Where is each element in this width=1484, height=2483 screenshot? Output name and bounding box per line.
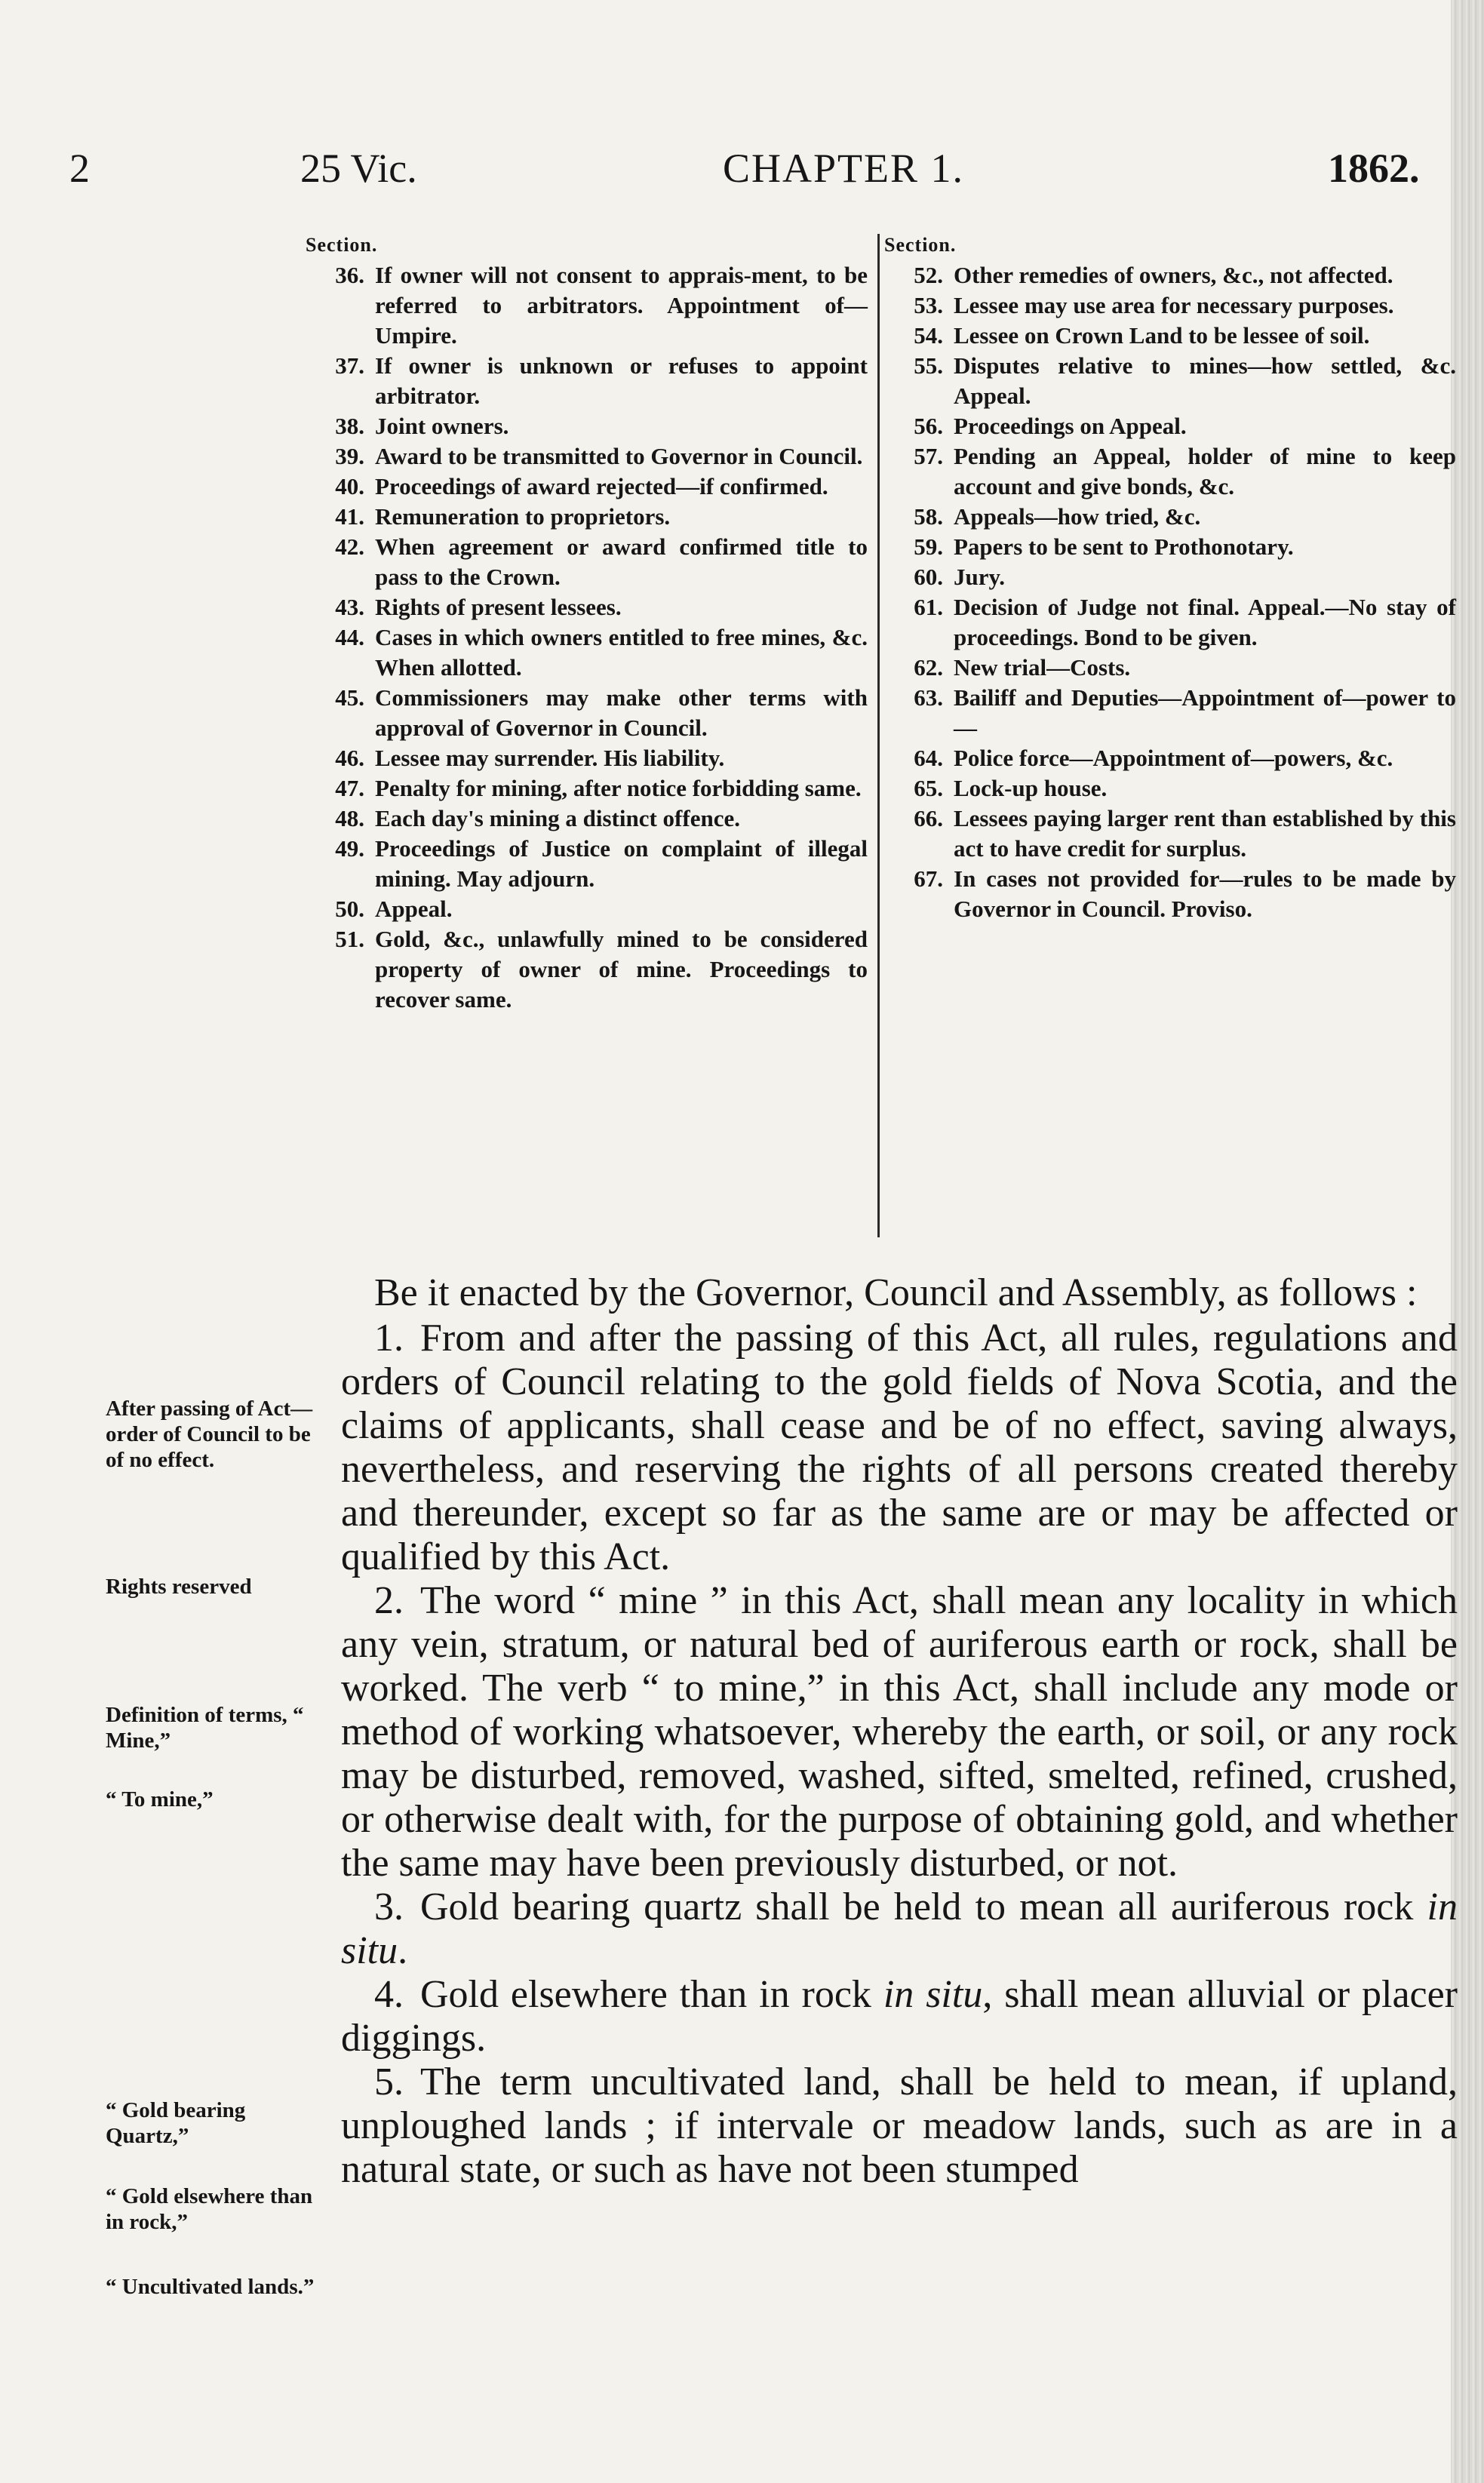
toc-entry [306,441,868,472]
toc-entry [306,622,868,683]
toc-entry-text: Proceedings on Appeal. [954,413,1187,439]
toc-entry [884,290,1456,321]
toc-entry-text: Pending an Appeal, holder of mine to keep account and give bonds, &c. [954,443,1456,499]
toc-entry-number: 41. [335,503,364,530]
section-text: Gold elsewhere than in rock [420,1973,883,2016]
toc-entry-text: Each day's mining a distinct offence. [375,805,740,831]
toc-entry-text: In cases not provided for—rules to be made by Governor in Council. Proviso. [954,865,1456,922]
toc-entry-text: When agreement or award confirmed title to pass to the Crown. [375,533,868,590]
toc-entry-text: Papers to be sent to Prothonotary. [954,533,1294,560]
toc-entry-number: 50. [335,896,364,922]
toc-entry-number: 56. [914,413,943,439]
section-number: 2. [374,1579,404,1622]
margin-note: After passing of Act—order of Council to be of no effect. [106,1397,313,1472]
toc-entry [306,804,868,834]
toc-right-column [884,230,1456,924]
regnal-year: 25 Vic. [300,146,417,191]
toc-entry-number: 46. [335,745,364,771]
toc-entry-text: New trial—Costs. [954,654,1131,681]
toc-entry-text: Commissioners may make other terms with approval of Governor in Council. [375,684,868,741]
toc-entry-text: Proceedings of Justice on complaint of illegal mining. May adjourn. [375,835,868,892]
section-number: 3. [374,1885,404,1928]
section-2 [341,1579,1458,1885]
toc-entry-number: 65. [914,775,943,801]
toc-entry [306,894,868,924]
toc-entry-number: 51. [335,926,364,952]
toc-entry-number: 52. [914,262,943,288]
toc-entry-text: Cases in which owners entitled to free mines, &c. When allotted. [375,624,868,681]
toc-entry-number: 58. [914,503,943,530]
section-number: 1. [374,1317,404,1360]
toc-entry-text: Joint owners. [375,413,509,439]
toc-entry [884,502,1456,532]
toc-entry-number: 47. [335,775,364,801]
section-4 [341,1973,1458,2060]
toc-entry-text: If owner will not consent to apprais-ment, to be referred to arbitrators. Appointment of—Umpire. [375,262,868,349]
toc-entry-text: Disputes relative to mines—how settled, &c. Appeal. [954,352,1456,409]
section-text: The word “ mine ” in this Act, shall mean any locality in which any vein, stratum, or natural bed of auriferous earth or rock, shall be worked. The verb “ to mine,” in this Act, shall include any mode or method of working whatsoever, whereby the earth, or soil, or any rock may be disturbed, removed, washed, sifted, smelted, refined, crushed, or otherwise dealt with, for the purpose of obtaining gold, and whether the same may have been previously disturbed, or not. [341,1579,1458,1885]
toc-entry-number: 42. [335,533,364,560]
toc-entry-number: 59. [914,533,943,560]
toc-entry-number: 40. [335,473,364,499]
toc-entry-number: 67. [914,865,943,892]
running-header [0,145,1484,213]
toc-entry-number: 60. [914,564,943,590]
margin-note: “ Gold elsewhere than in rock,” [106,2184,313,2234]
toc-entry-number: 53. [914,292,943,318]
toc-entry [306,472,868,502]
toc-entry-text: Proceedings of award rejected—if confirmed. [375,473,828,499]
act-body [341,1271,1458,2192]
toc-entry-number: 49. [335,835,364,862]
toc-entry-text: Penalty for mining, after notice forbidding same. [375,775,862,801]
section-1 [341,1317,1458,1579]
margin-note: “ To mine,” [106,1787,214,1812]
toc-entry [306,773,868,804]
toc-left-column [306,230,868,1015]
toc-entry-text: Lessees paying larger rent than established by this act to have credit for surplus. [954,805,1456,862]
toc-entry [306,351,868,411]
enacting-clause: Be it enacted by the Governor, Council and Assembly, as follows : [374,1271,1418,1314]
toc-entry-text: Lessee may surrender. His liability. [375,745,725,771]
toc-entry [884,653,1456,683]
toc-entry-text: Lock-up house. [954,775,1108,801]
toc-entry-number: 43. [335,594,364,620]
toc-entry [884,441,1456,502]
toc-entry-text: Bailiff and Deputies—Appointment of—power to— [954,684,1456,741]
toc-entry [306,924,868,1015]
toc-entry [306,260,868,351]
toc-entry-text: Jury. [954,564,1006,590]
toc-divider [877,234,880,1237]
page-number: 2 [69,146,90,191]
toc-entry [306,592,868,622]
toc-entry [884,351,1456,411]
toc-left-heading: Section. [306,234,378,256]
section-text: Gold bearing quartz shall be held to mean all auriferous rock [420,1885,1427,1928]
toc-entry [884,743,1456,773]
toc-entry-text: Rights of present lessees. [375,594,622,620]
toc-entry-number: 66. [914,805,943,831]
toc-entry-text: Gold, &c., unlawfully mined to be considered property of owner of mine. Proceedings to recover same. [375,926,868,1013]
toc-entry-number: 54. [914,322,943,349]
toc-entry [306,834,868,894]
section-text: The term uncultivated land, shall be held to mean, if upland, unploughed lands ; if intervale or meadow lands, such as are in a natural state, or such as have not been stumped [341,2060,1458,2191]
toc-entry [884,532,1456,562]
toc-entry [884,864,1456,924]
toc-entry-text: If owner is unknown or refuses to appoint arbitrator. [375,352,868,409]
toc-entry [884,411,1456,441]
toc-entry-text: Other remedies of owners, &c., not affected. [954,262,1393,288]
toc-entry-number: 64. [914,745,943,771]
toc-entry-number: 55. [914,352,943,379]
toc-entry-text: Remuneration to proprietors. [375,503,671,530]
toc-entry-text: Police force—Appointment of—powers, &c. [954,745,1393,771]
toc-entry-text: Decision of Judge not final. Appeal.—No stay of proceedings. Bond to be given. [954,594,1456,650]
toc-entry [306,411,868,441]
section-italic: in situ [341,1885,1458,1972]
margin-note: Rights reserved [106,1575,252,1599]
toc-entry-text: Award to be transmitted to Governor in Council. [375,443,863,469]
toc-entry-text: Appeals—how tried, &c. [954,503,1201,530]
section-text-end: . [398,1929,408,1972]
section-number: 4. [374,1973,404,2016]
toc-entry-text: Appeal. [375,896,453,922]
toc-entry [884,562,1456,592]
toc-entry [306,683,868,743]
toc-entry-number: 38. [335,413,364,439]
toc-entry-number: 36. [335,262,364,288]
toc-entry-number: 48. [335,805,364,831]
toc-entry-number: 45. [335,684,364,711]
toc-entry-number: 44. [335,624,364,650]
toc-entry [306,502,868,532]
toc-right-heading: Section. [884,234,957,256]
toc-entry-number: 37. [335,352,364,379]
section-text-end: , shall mean alluvial or placer diggings. [341,1973,1458,2060]
section-number: 5. [374,2060,404,2103]
toc-entry-text: Lessee on Crown Land to be lessee of soil. [954,322,1370,349]
section-5 [341,2060,1458,2192]
toc-entry [884,321,1456,351]
section-italic: in situ [883,1973,983,2016]
toc-entry-number: 39. [335,443,364,469]
toc-entry [884,804,1456,864]
year: 1862. [1328,146,1420,191]
section-3 [341,1885,1458,1973]
toc-entry [884,260,1456,290]
toc-entry-number: 57. [914,443,943,469]
toc-entry-number: 63. [914,684,943,711]
margin-note: “ Gold bearing Quartz,” [106,2098,246,2148]
toc-entry-number: 62. [914,654,943,681]
margin-note: Definition of terms, “ Mine,” [106,1703,304,1753]
chapter-title: CHAPTER 1. [723,146,965,191]
toc-entry [884,592,1456,653]
section-text: From and after the passing of this Act, all rules, regulations and orders of Council relating to the gold fields of Nova Scotia, and the claims of applicants, shall cease and be of no effect, saving always, nevertheless, and reserving the rights of all persons created thereby and thereunder, except so far as the same are or may be affected or qualified by this Act. [341,1317,1458,1578]
toc-entry-text: Lessee may use area for necessary purposes. [954,292,1394,318]
margin-note: “ Uncultivated lands.” [106,2275,315,2299]
toc-entry [306,743,868,773]
toc-entry-number: 61. [914,594,943,620]
toc-entry [884,773,1456,804]
toc-entry [884,683,1456,743]
toc-entry [306,532,868,592]
